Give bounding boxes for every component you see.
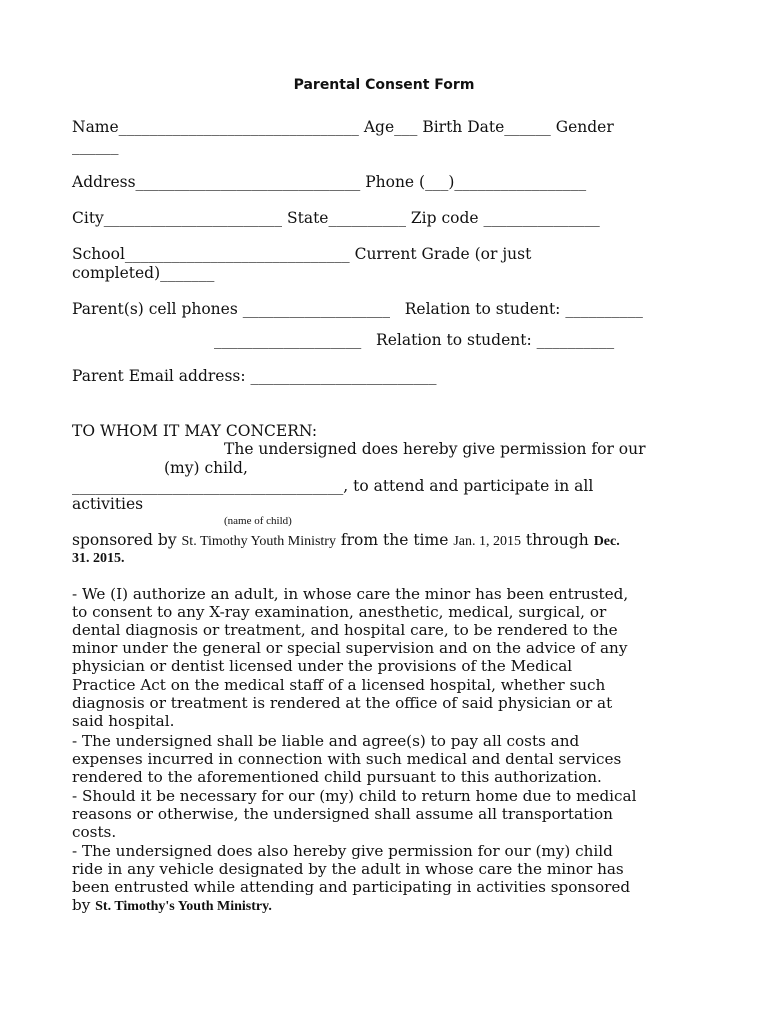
clause-line: been entrusted while attending and participating in activities sponsored — [72, 878, 631, 897]
final-line — [72, 896, 272, 916]
final-ministry-name: St. Timothy's Youth Ministry. — [95, 899, 272, 914]
clause-line: minor under the general or special supervision and on the advice of any — [72, 639, 628, 658]
sponsorship-line — [72, 531, 620, 551]
clause-line: Practice Act on the medical staff of a licensed hospital, whether such — [72, 675, 606, 694]
clause-line: costs. — [72, 823, 117, 842]
clause-line: reasons or otherwise, the undersigned shall assume all transportation — [72, 805, 613, 824]
clause-line: diagnosis or treatment is rendered at the office of said physician or at — [72, 693, 613, 712]
clause-line: - Should it be necessary for our (my) child to return home due to medical — [72, 787, 637, 805]
parent-phones-line-2: ___________________ Relation to student: __________ — [214, 331, 615, 349]
clause-line: ride in any vehicle designated by the adult in whose care the minor has — [72, 860, 624, 879]
permission-line-1: The undersigned does hereby give permission for our — [224, 440, 646, 458]
parent-phones-line: Parent(s) cell phones ___________________ Relation to student: __________ — [72, 300, 643, 318]
school-grade-line: School_____________________________ Current Grade (or just — [72, 245, 532, 263]
clause-line: physician or dentist licensed under the provisions of the Medical — [72, 657, 573, 676]
clause-line: expenses incurred in connection with such medical and dental services — [72, 750, 622, 769]
child-name-line: ___________________________________, to attend and participate in all — [72, 477, 594, 495]
gender-blank: ______ — [72, 137, 119, 155]
name-age-birth-gender-line: Name_______________________________ Age___ Birth Date______ Gender — [72, 118, 614, 136]
parent-email-line: Parent Email address: ________________________ — [72, 367, 437, 385]
final-by-text: by — [72, 896, 96, 914]
end-date-part-1: Dec. — [593, 534, 620, 549]
clause-line: - The undersigned shall be liable and agree(s) to pay all costs and — [72, 732, 580, 750]
end-date-part-2: 31. 2015. — [72, 551, 125, 566]
form-title: Parental Consent Form — [293, 77, 475, 93]
clause-line: to consent to any X-ray examination, anesthetic, medical, surgical, or — [72, 603, 607, 622]
address-phone-line: Address_____________________________ Phone (___)_________________ — [72, 173, 587, 191]
clause-line: said hospital. — [72, 711, 175, 730]
start-date: Jan. 1, 2015 — [453, 534, 521, 549]
activities-word: activities — [72, 495, 144, 513]
clause-line: - The undersigned does also hereby give permission for our (my) child — [72, 842, 613, 860]
clause-line: dental diagnosis or treatment, and hospital care, to be rendered to the — [72, 621, 618, 640]
child-name-caption: (name of child) — [224, 515, 292, 527]
grade-blank: completed)_______ — [72, 264, 215, 282]
sponsored-by-text: sponsored by — [72, 531, 182, 549]
city-state-zip-line: City_______________________ State__________ Zip code _______________ — [72, 209, 600, 227]
clause-line: - We (I) authorize an adult, in whose care the minor has been entrusted, — [72, 585, 629, 603]
from-time-text: from the time — [335, 531, 454, 549]
permission-line-2: (my) child, — [164, 459, 248, 477]
clause-line: rendered to the aforementioned child pursuant to this authorization. — [72, 768, 602, 787]
through-text: through — [520, 531, 594, 549]
ministry-name: St. Timothy Youth Ministry — [181, 534, 336, 549]
salutation: TO WHOM IT MAY CONCERN: — [72, 422, 318, 440]
